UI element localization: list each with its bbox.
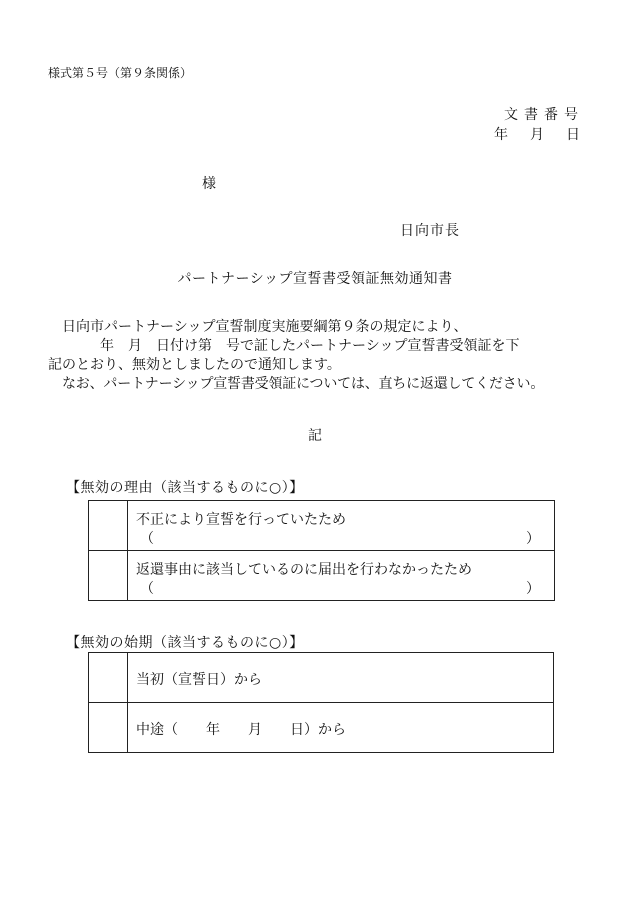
start-table (88, 652, 554, 753)
start-option-cell (128, 653, 554, 703)
reason-table (88, 500, 555, 601)
reason-detail-paren-open: （ (140, 581, 154, 597)
start-mark-cell[interactable] (89, 653, 128, 703)
start-option-cell (128, 703, 554, 753)
body-line-1: 日向市パートナーシップ宣誓制度実施要綱第９条の規定により、 (62, 319, 468, 335)
reason-detail-paren-close: ） (526, 531, 540, 547)
sender-name: 日向市長 (400, 223, 460, 239)
reason-row (89, 551, 555, 601)
form-number-label: 様式第５号（第９条関係） (48, 66, 193, 80)
addressee-honorific: 様 (202, 176, 216, 192)
start-mark-cell[interactable] (89, 703, 128, 753)
reason-detail-paren-open: （ (140, 531, 154, 547)
reason-mark-cell[interactable] (89, 551, 128, 601)
reason-detail-paren-close: ） (526, 581, 540, 597)
start-row (89, 703, 554, 753)
reason-option-cell (128, 501, 555, 551)
body-line-2: 年 月 日付け第 号で証したパートナーシップ宣誓書受領証を下 (100, 338, 520, 354)
start-section-heading: 【無効の始期（該当するものに○）】 (66, 635, 304, 651)
ki-heading: 記 (308, 428, 322, 444)
document-date-label: 年 月 日 (494, 127, 584, 143)
body-line-3: 記のとおり、無効としましたので通知します。 (48, 357, 341, 373)
start-row (89, 653, 554, 703)
document-number-label: 文書番号 (504, 107, 584, 123)
reason-mark-cell[interactable] (89, 501, 128, 551)
notice-body (48, 318, 593, 394)
reason-option-cell (128, 551, 555, 601)
start-option-label: 中途（ 年 月 日）から (136, 722, 346, 738)
document-title: パートナーシップ宣誓書受領証無効通知書 (177, 271, 453, 287)
reason-row (89, 501, 555, 551)
start-option-label: 当初（宣誓日）から (136, 672, 262, 688)
reason-option-label: 不正により宣誓を行っていたため (136, 512, 346, 528)
body-line-4: なお、パートナーシップ宣誓書受領証については、直ちに返還してください。 (62, 376, 545, 392)
reason-section-heading: 【無効の理由（該当するものに○）】 (66, 480, 304, 496)
reason-option-label: 返還事由に該当しているのに届出を行わなかったため (136, 562, 472, 578)
